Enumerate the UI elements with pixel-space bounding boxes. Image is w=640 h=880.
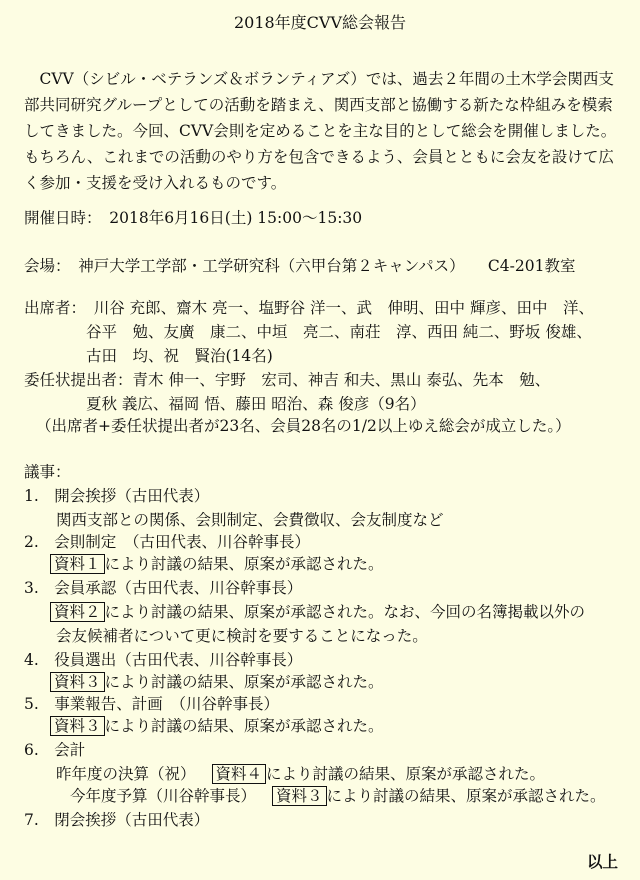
agenda-item-3-result-line-2: 会友候補者について更に検討を要することになった。 bbox=[56, 627, 428, 645]
report-title: 2018年度CVV総会報告 bbox=[233, 13, 407, 32]
reference-box: 資料１ bbox=[50, 554, 105, 574]
agenda-item-2: 2. 会則制定 （古田代表、川谷幹事長） bbox=[24, 533, 311, 551]
account-label: 昨年度の決算（祝） bbox=[56, 765, 196, 783]
intro-paragraph: CVV（シビル・ベテランズ＆ボランティアズ）では、過去２年間の土木学会関西支部共同研究グループとしての活動を踏まえ、関西支部と協働する新たな枠組みを模索してきました。今回、CVV会則を定めることを主な目的として総会を開催しました。もちろん、これまでの活動のやり方を包含できるよう、会員とともに会友を設けて広く参加・支援を受け入れるものです。 bbox=[24, 70, 617, 192]
closing-mark: 以上 bbox=[586, 852, 618, 871]
result-text: により討議の結果、原案が承認された。 bbox=[104, 717, 384, 735]
account-label: 今年度予算（川谷幹事長） bbox=[70, 787, 257, 805]
reference-box: 資料４ bbox=[212, 764, 267, 784]
result-text: により討議の結果、原案が承認された。 bbox=[104, 673, 384, 691]
result-text: により討議の結果、原案が承認された。なお、今回の名簿掲載以外の bbox=[104, 603, 586, 621]
agenda-item-1-note: 関西支部との関係、会則制定、会費徴収、会友制度など bbox=[56, 511, 444, 529]
reference-box: 資料３ bbox=[50, 672, 105, 692]
meeting-venue: 会場： 神戸大学工学部・工学研究科（六甲台第２キャンパス） C4-201教室 bbox=[24, 257, 576, 275]
reference-box: 資料３ bbox=[50, 716, 105, 736]
meeting-datetime: 開催日時： 2018年6月16日(土) 15:00～15:30 bbox=[24, 209, 363, 227]
agenda-item-6a-line bbox=[56, 762, 545, 784]
agenda-item-3: 3. 会員承認（古田代表、川谷幹事長） bbox=[24, 579, 303, 597]
agenda-item-6b-line bbox=[70, 784, 606, 806]
attendees-line-3: 古田 均、祝 賢治(14名) bbox=[86, 347, 273, 365]
result-text: により討議の結果、原案が承認された。 bbox=[266, 765, 546, 783]
result-text: により討議の結果、原案が承認された。 bbox=[104, 555, 384, 573]
proxies-line-1: 委任状提出者：青木 伸一、宇野 宏司、神吉 和夫、黒山 泰弘、先本 勉、 bbox=[24, 371, 551, 389]
attendees-line-1: 出席者： 川谷 充郎、齋木 亮一、塩野谷 洋一、武 伸明、田中 輝彦、田中 洋、 bbox=[24, 299, 594, 317]
agenda-item-6: 6. 会計 bbox=[24, 741, 86, 759]
agenda-item-7: 7. 閉会挨拶（古田代表） bbox=[24, 811, 210, 829]
agenda-item-1: 1. 開会挨拶（古田代表） bbox=[24, 487, 210, 505]
agenda-item-4-result-line bbox=[50, 670, 384, 692]
reference-box: 資料３ bbox=[272, 786, 327, 806]
quorum-note: （出席者+委任状提出者が23名、会員28名の1/2以上ゆえ総会が成立した。） bbox=[36, 417, 571, 435]
proxies-line-2: 夏秋 義広、福岡 悟、藤田 昭治、森 俊彦（9名） bbox=[86, 395, 426, 413]
agenda-item-5: 5. 事業報告、計画 （川谷幹事長） bbox=[24, 695, 280, 713]
agenda-item-5-result-line bbox=[50, 714, 384, 736]
agenda-item-3-result-line bbox=[50, 600, 585, 622]
agenda-item-4: 4. 役員選出（古田代表、川谷幹事長） bbox=[24, 651, 303, 669]
agenda-heading: 議事： bbox=[24, 463, 71, 481]
attendees-line-2: 谷平 勉、友廣 康二、中垣 亮二、南荘 淳、西田 純二、野坂 俊雄、 bbox=[86, 323, 592, 341]
result-text: により討議の結果、原案が承認された。 bbox=[326, 787, 606, 805]
agenda-item-2-result-line bbox=[50, 552, 384, 574]
reference-box: 資料２ bbox=[50, 602, 105, 622]
